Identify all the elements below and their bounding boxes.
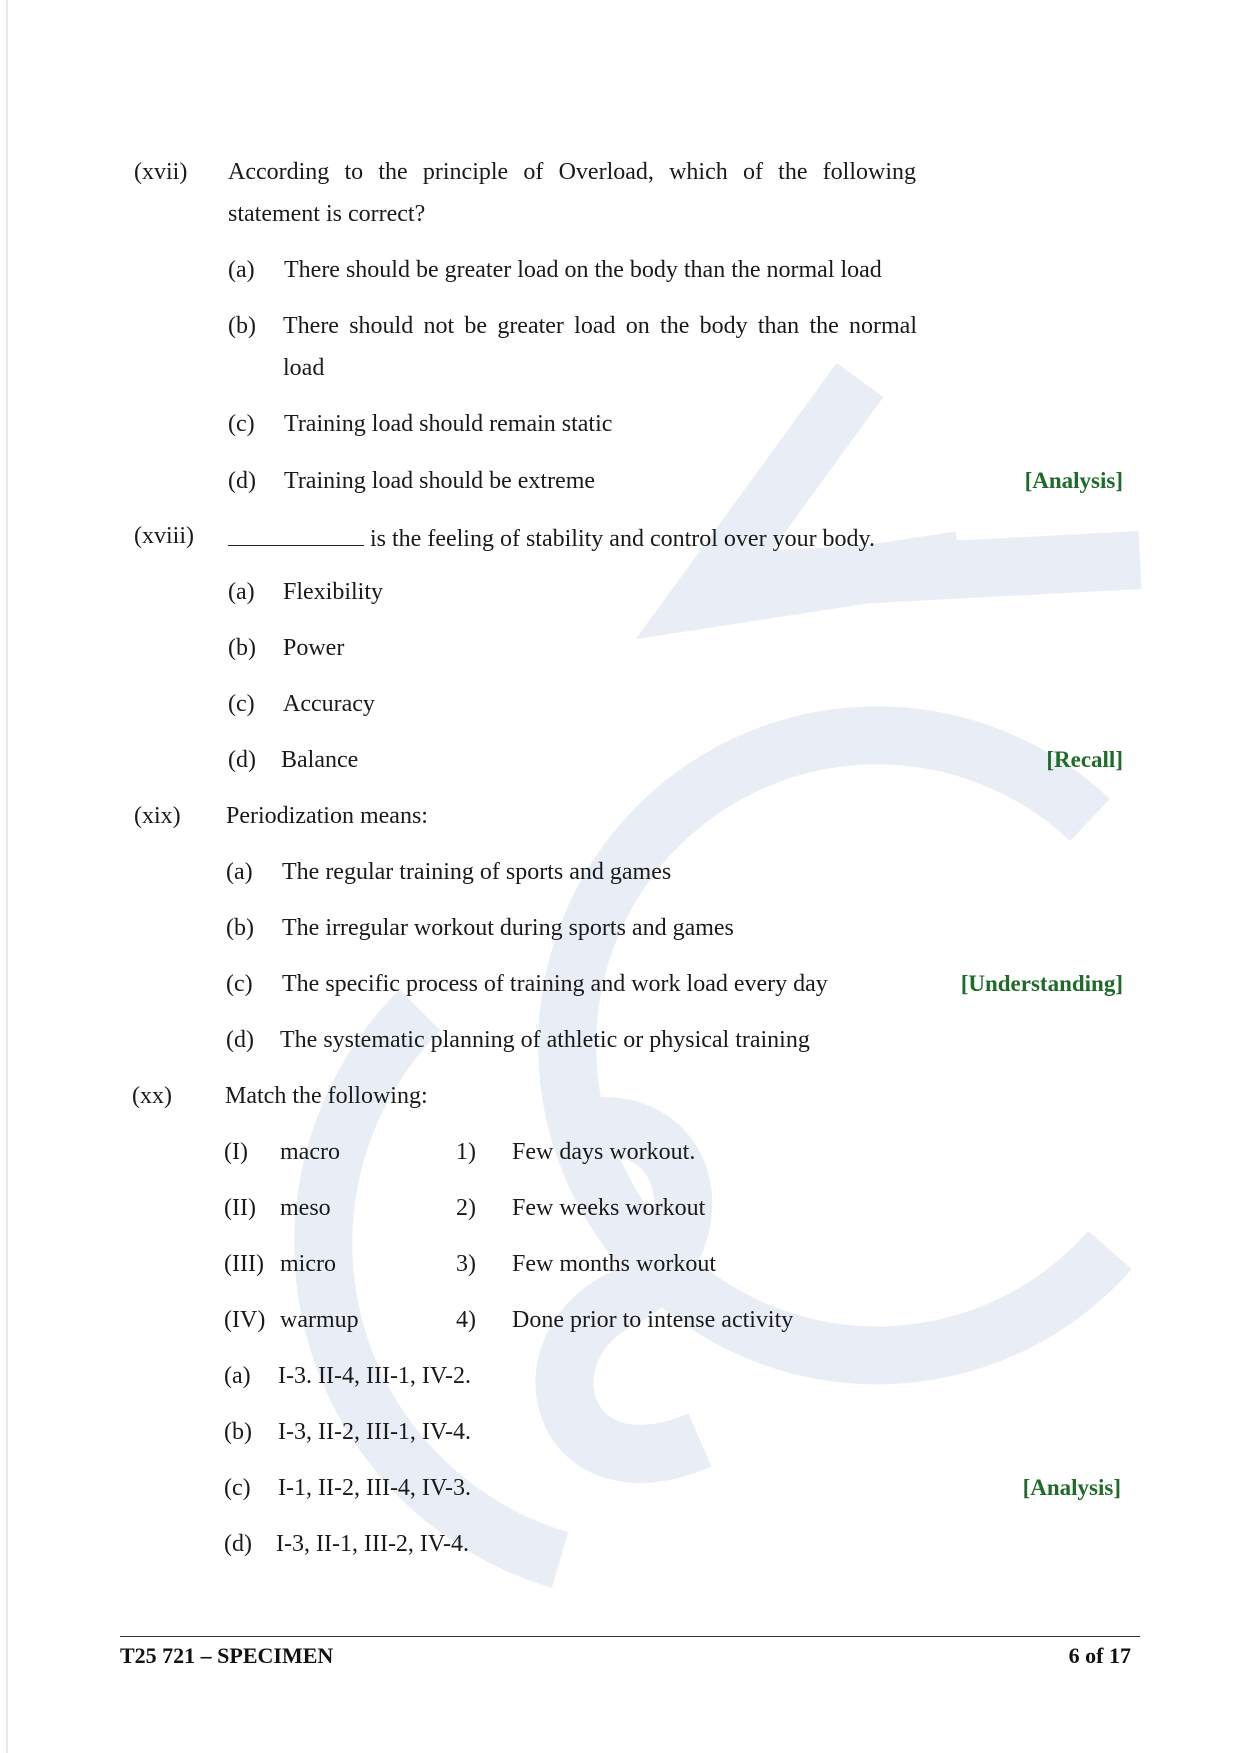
option-label: (c) [228, 411, 255, 437]
match-number: 1) [456, 1139, 476, 1165]
question-number: (xviii) [134, 523, 194, 549]
option-text: Power [283, 635, 345, 661]
match-number: 2) [456, 1195, 476, 1221]
option-text: load [283, 355, 325, 381]
match-term: warmup [280, 1307, 359, 1333]
option-text: Balance [281, 747, 359, 773]
option-label: (a) [228, 579, 255, 605]
match-description: Done prior to intense activity [512, 1307, 794, 1333]
option-label: (c) [228, 691, 255, 717]
option-text: I-3. II-4, III-1, IV-2. [278, 1363, 472, 1389]
option-text: Training load should be extreme [284, 468, 596, 494]
question-stem: According to the principle of Overload, which of the following [228, 159, 916, 185]
option-label: (a) [226, 859, 253, 885]
option-text: The specific process of training and work load every day [282, 971, 828, 997]
option-label: (c) [224, 1475, 251, 1501]
option-label: (d) [226, 1027, 254, 1053]
match-description: Few weeks workout [512, 1195, 706, 1221]
question-stem-text: is the feeling of stability and control over your body. [370, 526, 875, 552]
question-stem [228, 523, 875, 553]
option-text: The irregular workout during sports and games [282, 915, 734, 941]
option-label: (b) [224, 1419, 252, 1445]
match-roman: (I) [224, 1139, 248, 1165]
option-text: The regular training of sports and games [282, 859, 672, 885]
option-label: (b) [228, 635, 256, 661]
option-text: I-3, II-2, III-1, IV-4. [278, 1419, 472, 1445]
question-number: (xvii) [134, 159, 188, 185]
match-number: 4) [456, 1307, 476, 1333]
match-description: Few months workout [512, 1251, 716, 1277]
match-number: 3) [456, 1251, 476, 1277]
cognitive-level-tag: [Understanding] [960, 971, 1123, 996]
match-roman: (II) [224, 1195, 256, 1221]
option-text: I-1, II-2, III-4, IV-3. [278, 1475, 472, 1501]
option-text: Flexibility [283, 579, 384, 605]
option-text: There should be greater load on the body than the normal load [284, 257, 882, 283]
option-label: (b) [226, 915, 254, 941]
footer-rule [120, 1636, 1140, 1637]
cognitive-level-tag: [Analysis] [1024, 468, 1123, 493]
match-term: micro [280, 1251, 336, 1277]
option-label: (d) [224, 1531, 252, 1557]
question-number: (xx) [132, 1083, 172, 1109]
option-label: (b) [228, 313, 256, 339]
fill-in-blank [228, 523, 364, 546]
question-stem: Periodization means: [226, 803, 428, 829]
option-text: Training load should remain static [284, 411, 613, 437]
match-term: macro [280, 1139, 340, 1165]
cognitive-level-tag: [Analysis] [1022, 1475, 1121, 1500]
question-number: (xix) [134, 803, 181, 829]
option-label: (a) [224, 1363, 251, 1389]
option-label: (d) [228, 747, 256, 773]
page-edge [6, 0, 8, 1753]
match-roman: (III) [224, 1251, 264, 1277]
option-text: Accuracy [283, 691, 375, 717]
question-stem: statement is correct? [228, 201, 426, 227]
option-text: The systematic planning of athletic or physical training [280, 1027, 810, 1053]
option-label: (d) [228, 468, 256, 494]
page-number: 6 of 17 [1068, 1643, 1131, 1668]
match-term: meso [280, 1195, 331, 1221]
match-roman: (IV) [224, 1307, 266, 1333]
question-stem: Match the following: [225, 1083, 428, 1109]
cognitive-level-tag: [Recall] [1046, 747, 1123, 772]
option-label: (c) [226, 971, 253, 997]
option-text: I-3, II-1, III-2, IV-4. [276, 1531, 470, 1557]
paper-code: T25 721 – SPECIMEN [120, 1643, 334, 1668]
option-label: (a) [228, 257, 255, 283]
option-text: There should not be greater load on the body than the normal [283, 313, 917, 339]
match-description: Few days workout. [512, 1139, 696, 1165]
